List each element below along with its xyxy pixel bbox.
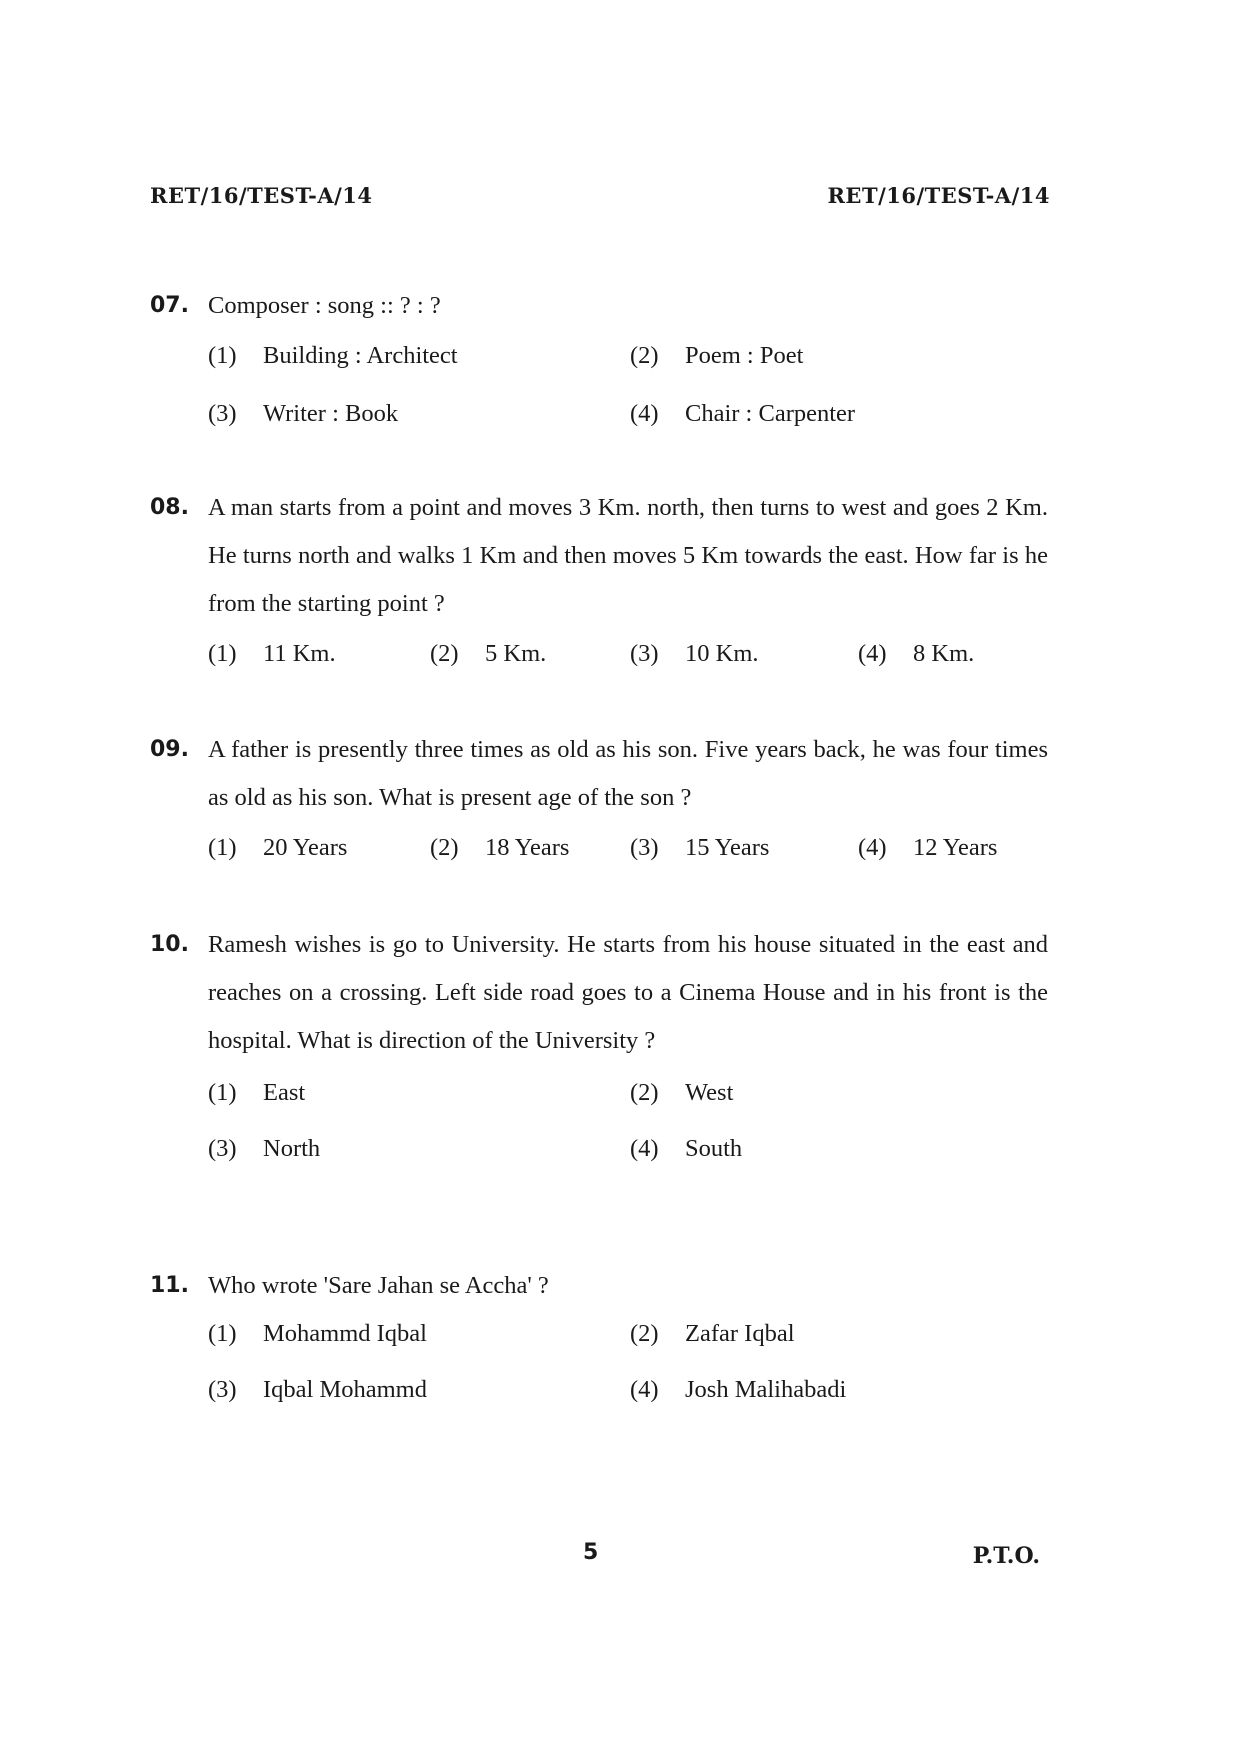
option-text: Building : Architect (263, 342, 458, 369)
pto-label: P.T.O. (972, 1543, 1040, 1569)
option-2[interactable] (430, 636, 546, 672)
option-number: (1) (208, 342, 237, 369)
question-text: Ramesh wishes is go to University. He starts from his house situated in the east and reaches on a crossing. Left side road goes to a Cinema House and in his front is the hospital. What is direction of the University ? (208, 931, 1048, 1054)
option-text: East (263, 1079, 306, 1106)
option-number: (2) (630, 1079, 659, 1106)
question-number: 07. (150, 293, 189, 318)
option-number: (3) (208, 1135, 237, 1162)
option-number: (1) (208, 1320, 237, 1347)
header-code-right: RET/16/TEST-A/14 (827, 183, 1050, 208)
option-number: (1) (208, 834, 237, 861)
option-4[interactable] (858, 636, 974, 672)
options-list (208, 628, 1048, 678)
question-11 (150, 1262, 1050, 1420)
option-number: (4) (630, 1376, 659, 1403)
option-number: (2) (630, 1320, 659, 1347)
option-1[interactable] (208, 1316, 427, 1352)
option-text: 18 Years (485, 834, 570, 861)
option-4[interactable] (858, 830, 997, 866)
question-text: A father is presently three times as old as his son. Five years back, he was four times as old as his son. What is present age of the son ? (208, 736, 1048, 811)
option-4[interactable] (630, 1131, 742, 1167)
option-text: North (263, 1135, 321, 1162)
option-4[interactable] (630, 396, 855, 432)
options-list (208, 1310, 1048, 1420)
option-number: (3) (630, 640, 659, 667)
option-4[interactable] (630, 1372, 846, 1408)
option-text: 5 Km. (485, 640, 547, 667)
option-1[interactable] (208, 338, 458, 374)
option-number: (3) (208, 400, 237, 427)
options-list (208, 822, 1048, 872)
header-code-left: RET/16/TEST-A/14 (150, 183, 373, 208)
option-text: 10 Km. (685, 640, 759, 667)
option-number: (2) (630, 342, 659, 369)
question-08 (150, 484, 1050, 678)
option-text: Zafar Iqbal (685, 1320, 795, 1347)
option-2[interactable] (630, 1075, 733, 1111)
option-text: 12 Years (913, 834, 998, 861)
option-3[interactable] (208, 1131, 320, 1167)
page-number: 5 (583, 1540, 599, 1565)
option-number: (2) (430, 834, 459, 861)
option-text: Poem : Poet (685, 342, 804, 369)
question-text: Who wrote 'Sare Jahan se Accha' ? (208, 1272, 549, 1299)
question-number: 09. (150, 737, 189, 762)
option-2[interactable] (630, 1316, 795, 1352)
option-number: (1) (208, 640, 237, 667)
option-number: (4) (630, 1135, 659, 1162)
option-text: Iqbal Mohammd (263, 1376, 427, 1403)
option-text: 20 Years (263, 834, 348, 861)
option-2[interactable] (630, 338, 803, 374)
option-text: 15 Years (685, 834, 770, 861)
option-text: 11 Km. (263, 640, 336, 667)
options-list (208, 330, 1048, 440)
option-text: Chair : Carpenter (685, 400, 856, 427)
question-number: 08. (150, 495, 189, 520)
question-number: 10. (150, 932, 189, 957)
option-text: Josh Malihabadi (685, 1376, 847, 1403)
question-07 (150, 282, 1050, 440)
option-3[interactable] (208, 396, 398, 432)
option-2[interactable] (430, 830, 569, 866)
option-text: South (685, 1135, 743, 1162)
option-3[interactable] (630, 636, 759, 672)
option-number: (4) (858, 640, 887, 667)
option-3[interactable] (208, 1372, 427, 1408)
option-number: (4) (858, 834, 887, 861)
question-number: 11. (150, 1273, 189, 1298)
option-number: (4) (630, 400, 659, 427)
option-number: (3) (208, 1376, 237, 1403)
option-text: Mohammd Iqbal (263, 1320, 427, 1347)
question-09 (150, 726, 1050, 872)
question-10 (150, 921, 1050, 1175)
question-text: A man starts from a point and moves 3 Km. north, then turns to west and goes 2 Km. He turns north and walks 1 Km and then moves 5 Km towards the east. How far is he from the starting point ? (208, 494, 1048, 617)
option-text: Writer : Book (263, 400, 399, 427)
option-3[interactable] (630, 830, 769, 866)
options-list (208, 1065, 1048, 1175)
option-1[interactable] (208, 636, 336, 672)
option-number: (2) (430, 640, 459, 667)
option-text: West (685, 1079, 734, 1106)
option-1[interactable] (208, 830, 347, 866)
option-number: (1) (208, 1079, 237, 1106)
option-text: 8 Km. (913, 640, 975, 667)
option-1[interactable] (208, 1075, 305, 1111)
option-number: (3) (630, 834, 659, 861)
question-text: Composer : song :: ? : ? (208, 292, 441, 319)
